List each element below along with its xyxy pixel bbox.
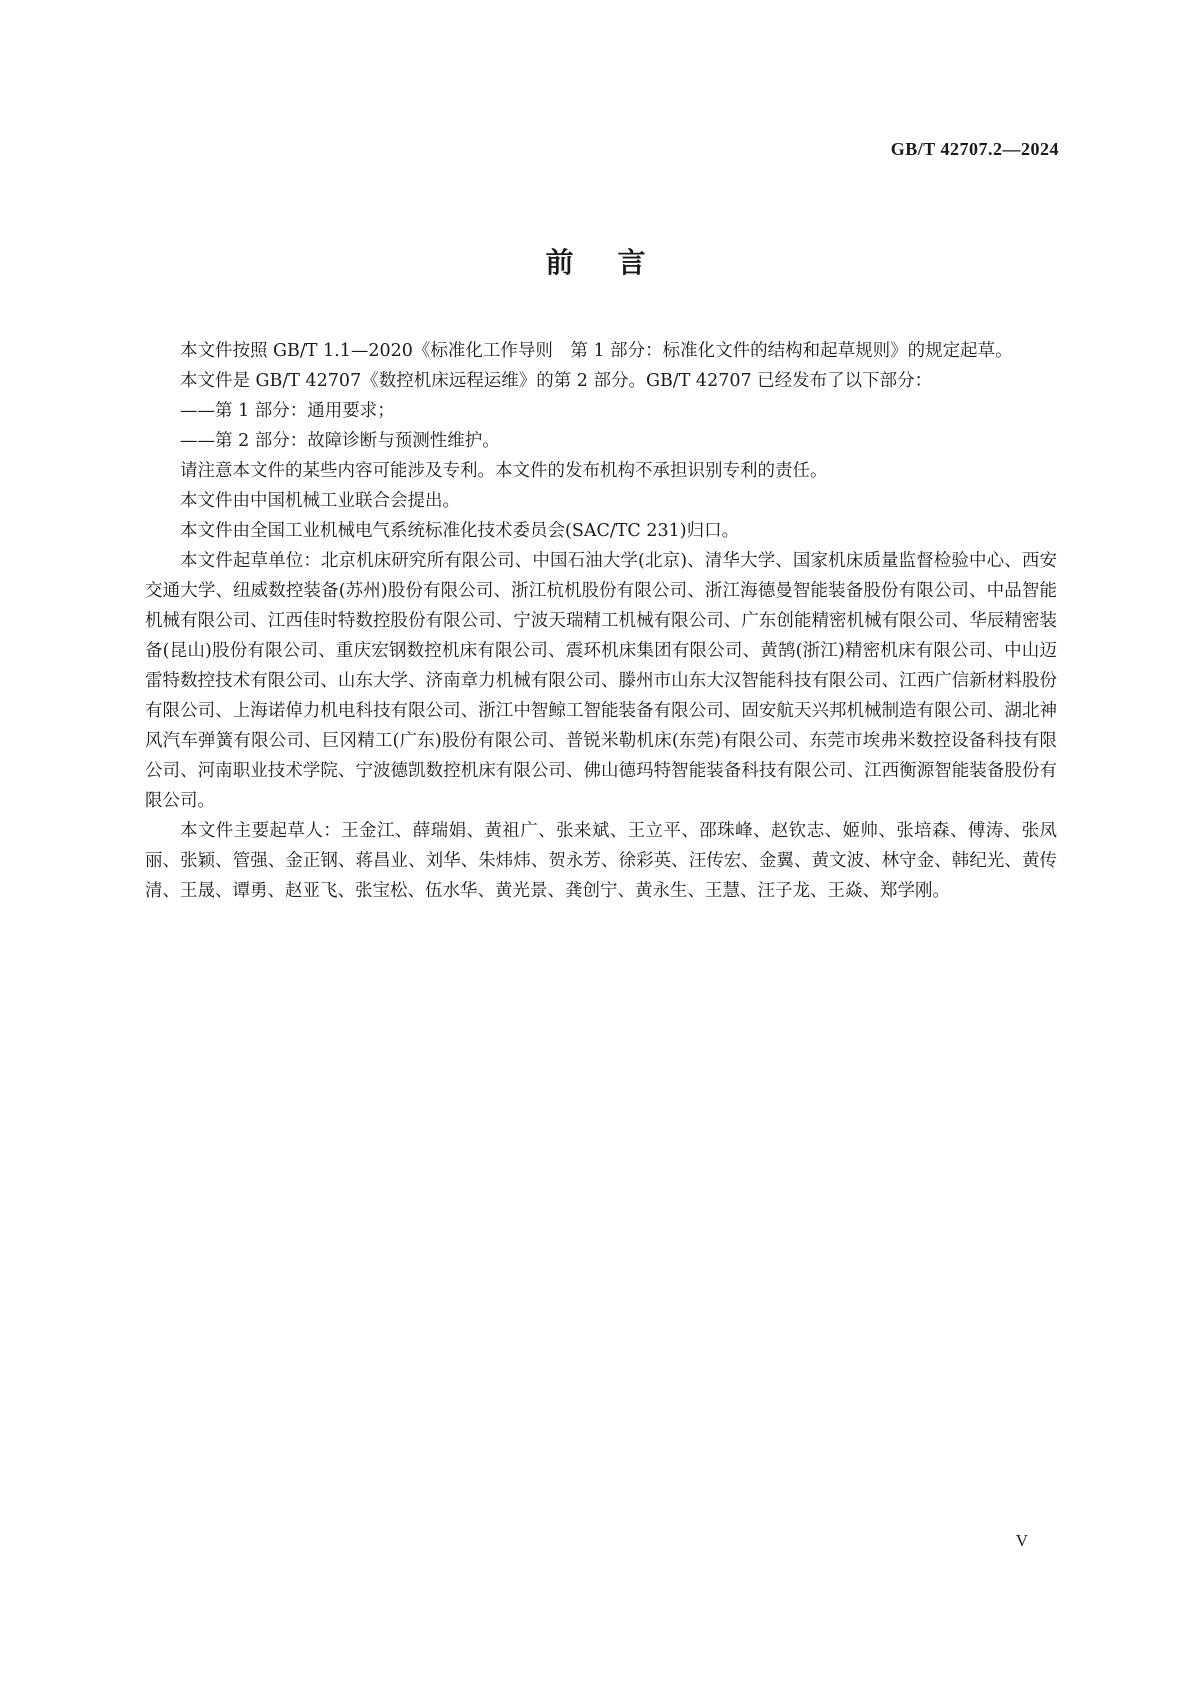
paragraph-technical-committee: 本文件由全国工业机械电气系统标准化技术委员会(SAC/TC 231)归口。 xyxy=(180,521,740,541)
foreword-body xyxy=(145,336,1057,906)
paragraph-series-parts: 本文件是 GB/T 42707《数控机床远程运维》的第 2 部分。GB/T 42707 已经发布了以下部分： xyxy=(180,371,933,391)
page-number: V xyxy=(1015,1531,1028,1550)
paragraph-proposer: 本文件由中国机械工业联合会提出。 xyxy=(180,491,460,511)
list-item-part-2: ——第 2 部分：故障诊断与预测性维护。 xyxy=(180,431,500,451)
paragraph-patent-notice: 请注意本文件的某些内容可能涉及专利。本文件的发布机构不承担识别专利的责任。 xyxy=(180,461,828,481)
page-title: 前言 xyxy=(545,246,690,279)
paragraph-drafting-rules: 本文件按照 GB/T 1.1—2020《标准化工作导则 第 1 部分：标准化文件的结构和起草规则》的规定起草。 xyxy=(180,341,1013,361)
paragraph-drafters: 本文件主要起草人：王金江、薛瑞娟、黄祖广、张来斌、王立平、邵珠峰、赵钦志、姬帅、张培森、傅涛、张凤丽、张颖、管强、金正钢、蒋昌业、刘华、朱炜炜、贺永芳、徐彩英、汪传宏、金翼、黄文波、林守金、韩纪光、黄传清、王晟、谭勇、赵亚飞、张宝松、伍水华、黄光景、龚创宁、黄永生、王慧、汪子龙、王焱、郑学刚。 xyxy=(145,821,1057,901)
standard-code: GB/T 42707.2—2024 xyxy=(890,139,1059,159)
list-item-part-1: ——第 1 部分：通用要求； xyxy=(180,401,395,421)
paragraph-drafting-organizations: 本文件起草单位：北京机床研究所有限公司、中国石油大学(北京)、清华大学、国家机床质量监督检验中心、西安交通大学、纽威数控装备(苏州)股份有限公司、浙江杭机股份有限公司、浙江海德曼智能装备股份有限公司、中品智能机械有限公司、江西佳时特数控股份有限公司、宁波天瑞精工机械有限公司、广东创能精密机械有限公司、华辰精密装备(昆山)股份有限公司、重庆宏钢数控机床有限公司、震环机床集团有限公司、黄鹄(浙江)精密机床有限公司、中山迈雷特数控技术有限公司、山东大学、济南章力机械有限公司、滕州市山东大汉智能科技有限公司、江西广信新材料股份有限公司、上海诺倬力机电科技有限公司、浙江中智鲸工智能装备有限公司、固安航天兴邦机械制造有限公司、湖北神风汽车弹簧有限公司、巨冈精工(广东)股份有限公司、普锐米勒机床(东莞)有限公司、东莞市埃弗米数控设备科技有限公司、河南职业技术学院、宁波德凯数控机床有限公司、佛山德玛特智能装备科技有限公司、江西衡源智能装备股份有限公司。 xyxy=(145,551,1057,811)
